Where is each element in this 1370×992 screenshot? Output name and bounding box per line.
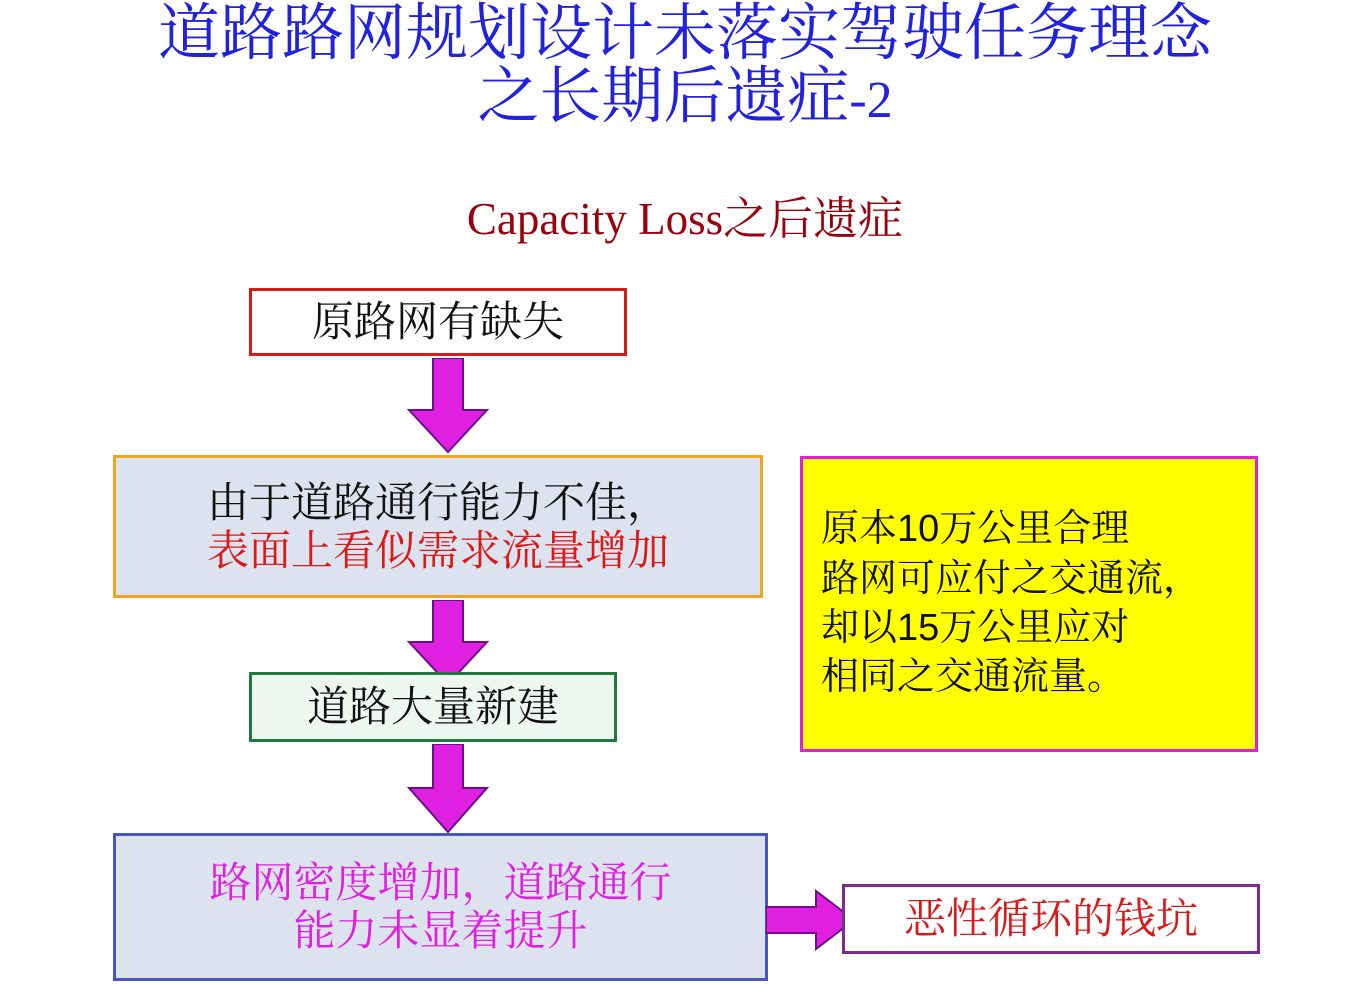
arrow-down-3 [405, 744, 491, 840]
slide-title-line2-tail: -2 [849, 72, 893, 130]
note-line-1: 原本10万公里合理 [821, 508, 1130, 551]
slide-title [0, 0, 1370, 132]
flow-box-capacity [113, 455, 763, 598]
slide-title-line2-head: 之长期后遗症 [477, 62, 850, 132]
flow-box-capacity-line2: 表面上看似需求流量增加 [206, 526, 669, 574]
slide-title-line1: 道路路网规划设计未落实驾驶任务理念 [157, 0, 1212, 68]
note-line-2: 路网可应付之交通流， [821, 557, 1202, 600]
note-box [800, 456, 1258, 752]
note-line-3: 却以15万公里应对 [821, 607, 1130, 649]
flow-box-newroads-label: 道路大量新建 [306, 683, 559, 731]
flow-box-density-line2: 能力未显着提升 [293, 907, 588, 954]
flow-box-origin [249, 288, 627, 356]
arrow-down-1 [405, 358, 491, 454]
flow-box-density-line1: 路网密度增加，道路通行 [209, 859, 672, 907]
slide-title-line2 [0, 62, 1370, 132]
flow-box-density [113, 833, 768, 981]
flow-box-origin-label: 原路网有缺失 [311, 298, 564, 346]
flow-box-money-pit [842, 884, 1260, 954]
flow-box-money-pit-label: 恶性循环的钱坑 [903, 895, 1198, 943]
flow-box-capacity-line1: 由于道路通行能力不佳， [206, 478, 669, 526]
note-line-4: 相同之交通流量。 [821, 656, 1126, 699]
flow-box-newroads [249, 672, 617, 742]
slide-subtitle: Capacity Loss之后遗症 [466, 194, 904, 244]
